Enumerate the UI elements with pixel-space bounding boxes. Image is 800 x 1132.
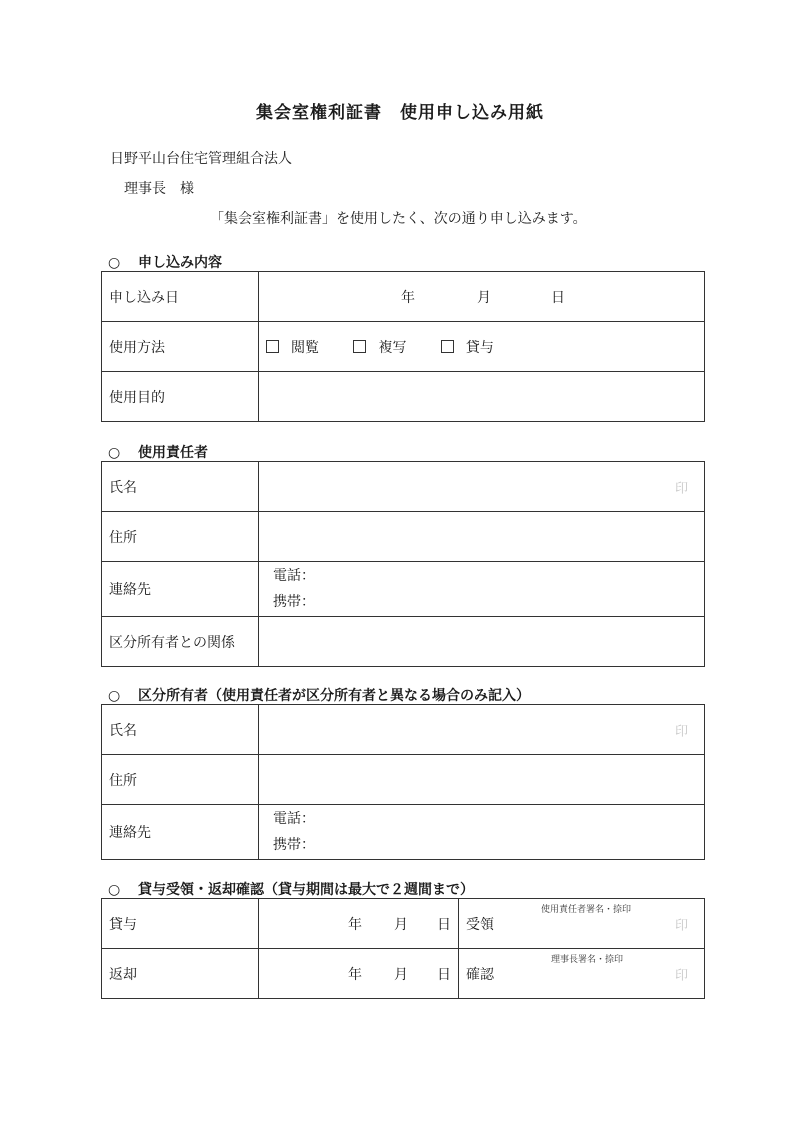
- mobile-label: 携帯：: [273, 837, 315, 853]
- circle-icon: ○: [108, 688, 121, 704]
- day-unit: 日: [437, 966, 451, 983]
- section-application-heading: [108, 252, 222, 272]
- return-date-field[interactable]: [259, 949, 459, 999]
- circle-icon: ○: [108, 255, 121, 271]
- return-label: 返却: [102, 949, 259, 999]
- owner-address-label: 住所: [102, 755, 259, 805]
- receive-label: 受領: [466, 916, 494, 933]
- receive-note: 使用責任者署名・捺印: [541, 905, 632, 915]
- year-unit: 年: [401, 289, 415, 306]
- lending-table: [101, 898, 705, 999]
- purpose-field[interactable]: [259, 372, 705, 422]
- section-responsible-heading: [108, 442, 208, 462]
- year-unit: 年: [348, 916, 362, 933]
- checkbox-icon: [266, 340, 279, 353]
- intro-text: 「集会室権利証書」を使用したく、次の通り申し込みます。: [210, 211, 587, 227]
- date-label: 申し込み日: [102, 272, 259, 322]
- year-unit: 年: [348, 966, 362, 983]
- section-owner-title: 区分所有者（使用責任者が区分所有者と異なる場合のみ記入）: [138, 688, 530, 704]
- date-field[interactable]: [259, 272, 705, 322]
- owner-name-field[interactable]: [259, 705, 705, 755]
- owner-table: [101, 704, 705, 860]
- method-option-lend[interactable]: 貸与: [441, 337, 494, 357]
- responsible-table: [101, 461, 705, 667]
- month-unit: 月: [394, 966, 408, 983]
- relation-field[interactable]: [259, 617, 705, 667]
- method-option-view[interactable]: 閲覧: [266, 337, 319, 357]
- section-responsible-title: 使用責任者: [138, 445, 208, 461]
- day-unit: 日: [551, 289, 565, 306]
- page-title: 集会室権利証書 使用申し込み用紙: [256, 103, 544, 123]
- phone-label: 電話：: [273, 568, 315, 584]
- owner-address-field[interactable]: [259, 755, 705, 805]
- receive-signature-field[interactable]: [459, 899, 705, 949]
- responsible-contact-label: 連絡先: [102, 562, 259, 617]
- lend-date-field[interactable]: [259, 899, 459, 949]
- seal-mark: 印: [674, 918, 688, 933]
- owner-contact-label: 連絡先: [102, 805, 259, 860]
- confirm-label: 確認: [466, 966, 494, 983]
- organization-name: 日野平山台住宅管理組合法人: [110, 151, 292, 167]
- circle-icon: ○: [108, 882, 121, 898]
- responsible-address-label: 住所: [102, 512, 259, 562]
- checkbox-icon: [353, 340, 366, 353]
- section-owner-heading: [108, 685, 530, 705]
- method-label: 使用方法: [102, 322, 259, 372]
- section-application-title: 申し込み内容: [138, 255, 222, 271]
- method-option-copy[interactable]: 複写: [353, 337, 406, 357]
- seal-mark: 印: [674, 968, 688, 983]
- responsible-address-field[interactable]: [259, 512, 705, 562]
- circle-icon: ○: [108, 445, 121, 461]
- day-unit: 日: [437, 916, 451, 933]
- application-table: [101, 271, 705, 422]
- confirm-signature-field[interactable]: [459, 949, 705, 999]
- section-lending-title: 貸与受領・返却確認（貸与期間は最大で２週間まで）: [138, 882, 474, 898]
- owner-name-label: 氏名: [102, 705, 259, 755]
- section-lending-heading: [108, 879, 474, 899]
- purpose-label: 使用目的: [102, 372, 259, 422]
- seal-mark: 印: [674, 724, 688, 739]
- month-unit: 月: [394, 916, 408, 933]
- confirm-note: 理事長署名・捺印: [551, 955, 624, 965]
- seal-mark: 印: [674, 481, 688, 496]
- method-options: [259, 322, 705, 372]
- checkbox-icon: [441, 340, 454, 353]
- responsible-name-field[interactable]: [259, 462, 705, 512]
- month-unit: 月: [477, 289, 491, 306]
- relation-label: 区分所有者との関係: [102, 617, 259, 667]
- responsible-name-label: 氏名: [102, 462, 259, 512]
- mobile-label: 携帯：: [273, 594, 315, 610]
- lend-label: 貸与: [102, 899, 259, 949]
- owner-contact-field[interactable]: [259, 805, 705, 860]
- responsible-contact-field[interactable]: [259, 562, 705, 617]
- addressee: 理事長 様: [124, 181, 194, 197]
- phone-label: 電話：: [273, 811, 315, 827]
